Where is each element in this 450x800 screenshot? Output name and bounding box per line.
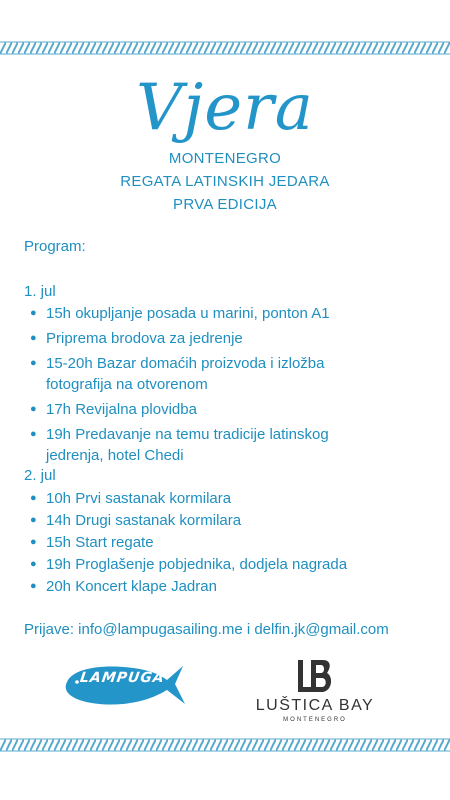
- list-item: ● 19h Proglašenje pobjednika, dodjela nagrada: [30, 554, 420, 575]
- list-item: ● 17h Revijalna plovidba: [30, 399, 420, 420]
- subtitle-event: REGATA LATINSKIH JEDARA: [120, 173, 330, 190]
- rope-border-top: [0, 41, 450, 55]
- subtitle-edition: PRVA EDICIJA: [173, 196, 277, 213]
- list-item: ● 10h Prvi sastanak kormilara: [30, 488, 420, 509]
- day-2-date: 2. jul: [24, 467, 56, 484]
- day-2-list: [30, 488, 420, 598]
- event-title: Vjera: [136, 71, 314, 145]
- lampuga-logo-text: LAMPUGA: [78, 670, 166, 686]
- lustica-bay-name: LUŠTICA BAY: [255, 697, 375, 714]
- day-1-date: 1. jul: [24, 283, 56, 300]
- list-item: ● 15-20h Bazar domaćih proizvoda i izložba fotografija na otvorenom: [30, 353, 376, 395]
- subtitle-country: MONTENEGRO: [168, 150, 282, 167]
- lustica-bay-subtitle: MONTENEGRO: [283, 717, 347, 723]
- list-item: ● 19h Predavanje na temu tradicije latinskog jedrenja, hotel Chedi: [30, 424, 376, 466]
- list-item: ● 15h Start regate: [30, 532, 420, 553]
- lustica-bay-mark: [295, 658, 335, 694]
- contact-line: Prijave: info@lampugasailing.me i delfin.jk@gmail.com: [24, 621, 389, 638]
- list-item: ● Priprema brodova za jedrenje: [30, 328, 420, 349]
- list-item: ● 14h Drugi sastanak kormilara: [30, 510, 420, 531]
- day-1-list: [30, 303, 420, 470]
- list-item: ● 15h okupljanje posada u marini, ponton A1: [30, 303, 420, 324]
- program-label: Program:: [24, 238, 86, 255]
- list-item: ● 20h Koncert klape Jadran: [30, 576, 420, 597]
- rope-border-bottom: [0, 738, 450, 752]
